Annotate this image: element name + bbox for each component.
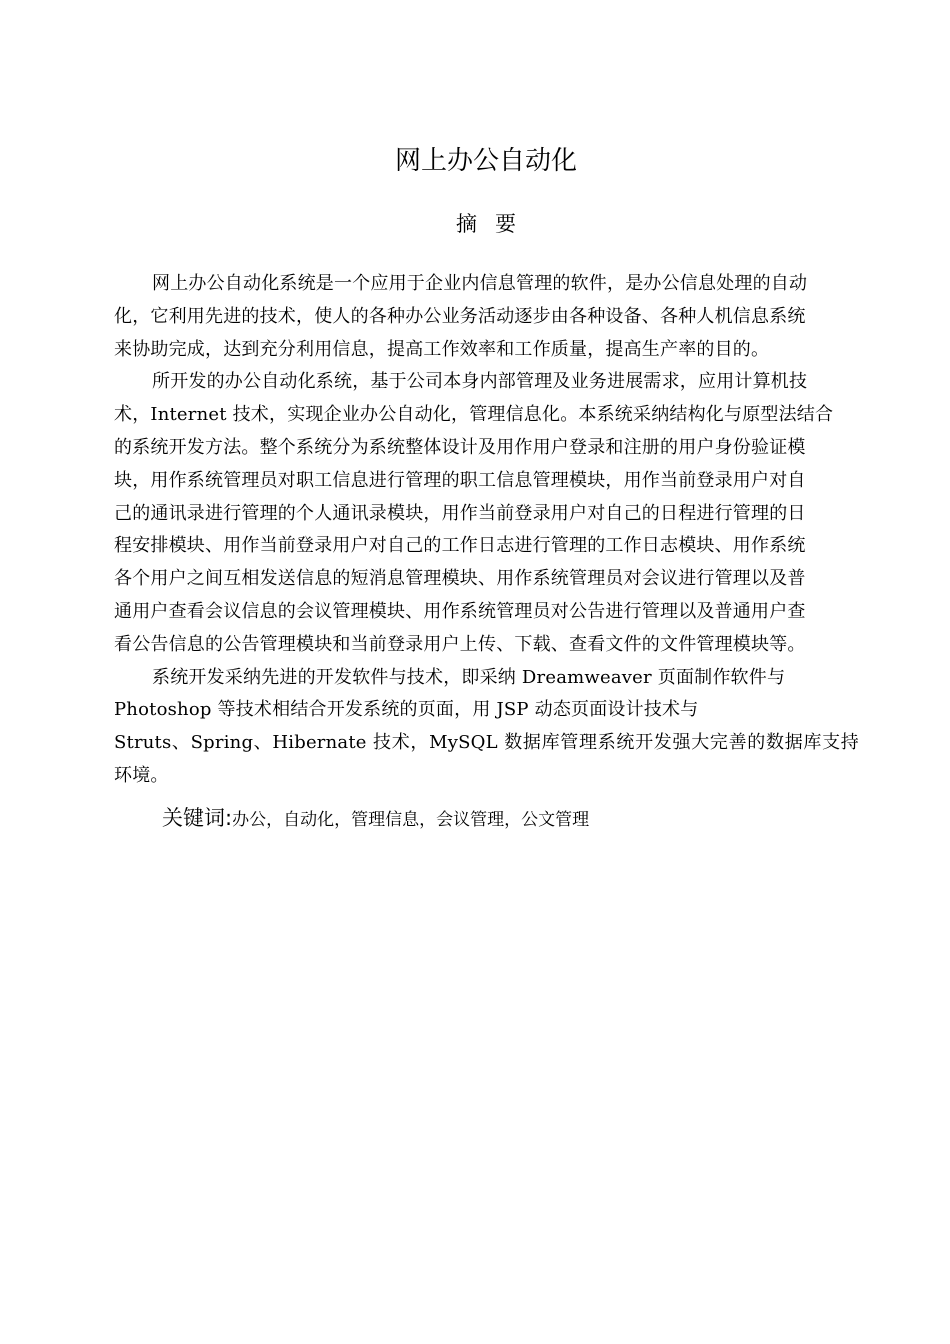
abstract-paragraph-1: 网上办公自动化系统是一个应用于企业内信息管理的软件，是办公信息处理的自动 化，它利用先进的技术，使人的各种办公业务活动逐步由各种设备、各种人机信息系统 来协助完成，达到充分利用信息，提高工作效率和工作质量，提高生产率的目的。 (114, 273, 808, 360)
abstract-body (114, 268, 859, 793)
document-title: 网上办公自动化 (394, 146, 577, 176)
abstract-heading: 摘要 (456, 212, 534, 236)
keywords-line (162, 802, 862, 836)
abstract-paragraph-3: 系统开发采纳先进的开发软件与技术，即采纳 Dreamweaver 页面制作软件与 Photoshop 等技术相结合开发系统的页面，用 JSP 动态页面设计技术与 Struts、Spring、Hibernate 技术，MySQL 数据库管理系统开发强大完善的数据库支持环境。 (114, 666, 859, 786)
keywords-label: 关键词: (162, 806, 233, 830)
abstract-paragraph-2: 所开发的办公自动化系统，基于公司本身内部管理及业务进展需求，应用计算机技 术，Internet 技术，实现企业办公自动化，管理信息化。本系统采纳结构化与原型法结合 的系统开发方法。整个系统分为系统整体设计及用作用户登录和注册的用户身份验证模 块，用作系统管理员对职工信息进行管理的职工信息管理模块，用作当前登录用户对自 己的通讯录进行管理的个人通讯录模块，用作当前登录用户对自己的日程进行管理的日 程安排模块、用作当前登录用户对自己的工作日志进行管理的工作日志模块、用作系统 各个用户之间互相发送信息的短消息管理模块、用作系统管理员对会议进行管理以及普 通用户查看会议信息的会议管理模块、用作系统管理员对公告进行管理以及普通用户查 看公告信息的公告管理模块和当前登录用户上传、下载、查看文件的文件管理模块等。 (114, 371, 834, 655)
keywords-list: 办公，自动化，管理信息，会议管理，公文管理 (232, 810, 590, 830)
